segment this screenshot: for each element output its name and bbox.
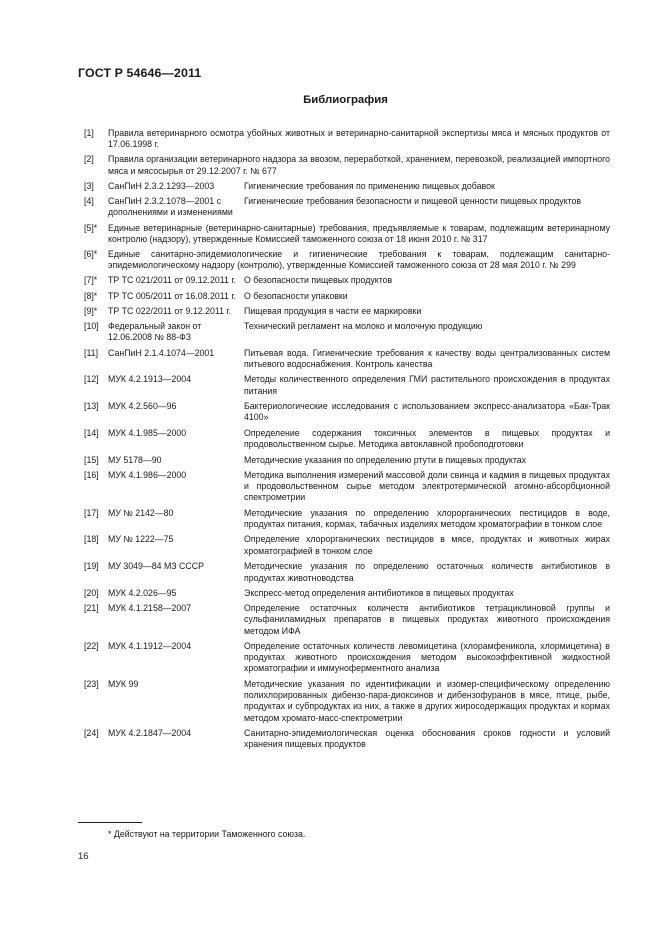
entry-description: Определение хлорорганических пестицидов в мясе, продуктах и животных жирах хроматографией в тонком слое — [244, 534, 610, 556]
bibliography-entry — [84, 196, 610, 219]
bibliography-entry — [84, 401, 610, 424]
entry-document-code: СанПиН 2.3.2.1078—2001 с дополнениями и изменениями — [108, 195, 233, 218]
entry-document-code: МУК 4.2.026—95 — [108, 588, 177, 598]
entry-ref-number: [18] — [84, 534, 99, 545]
entry-document-code: МУК 99 — [108, 678, 139, 689]
bibliography-entry — [84, 181, 610, 192]
entry-text: Единые санитарно-эпидемиологические и гигиенические требования к товарам, подлежащим санитарно-эпидемиологическому надзору (контролю), утвержденные Комиссией таможенного союза от 28 мая 2010 г. № 299 — [108, 249, 610, 271]
bibliography-entry — [84, 275, 610, 286]
entry-description: Санитарно-эпидемиологическая оценка обоснования сроков годности и условий хранения пищевых продуктов — [244, 727, 610, 749]
entry-document-code: МУК 4.1.986—2000 — [108, 469, 187, 480]
entry-document-code: МУ № 1222—75 — [108, 534, 174, 545]
bibliography-entry — [84, 641, 610, 675]
entry-text: Правила организации ветеринарного надзора за ввозом, переработкой, хранением, перевозкой, реализацией импортного мяса и мясосырья от 29.12.2007 г. № 677 — [108, 154, 610, 176]
entry-description: Пищевая продукция в части ее маркировки — [244, 305, 422, 316]
bibliography-entry — [84, 428, 610, 451]
bibliography-entry — [84, 728, 610, 751]
bibliography-title: Библиография — [303, 94, 388, 106]
entry-description: О безопасности пищевых продуктов — [244, 275, 393, 286]
footnote-divider — [78, 822, 142, 823]
entry-description: Гигиенические требования по применению пищевых добавок — [244, 180, 495, 191]
entry-document-code: ТР ТС 022/2011 от 9.12.2011 г. — [108, 305, 232, 316]
entry-ref-number: [11] — [84, 347, 99, 358]
entry-description: Методы количественного определения ГМИ растительного происхождения в продуктах питания — [244, 374, 610, 396]
entry-ref-number: [1] — [84, 128, 94, 138]
entry-description: Методика выполнения измерений массовой доли свинца и кадмия в пищевых продуктах и продовольственном сырье методом электротермической атомно-абсорбционной спектрометрии — [244, 469, 610, 503]
entry-text: Единые ветеринарные (ветеринарно-санитарные) требования, предъявляемые к товарам, подлежащим ветеринарному контролю (надзору), утвержденные Комиссией таможенного союза от 18 июня 2010 г. № 317 — [108, 222, 610, 244]
bibliography-entry — [84, 128, 610, 151]
entry-document-code: ТР ТС 021/2011 от 09.12.2011 г. — [108, 275, 236, 286]
entry-description: Методические указания по определению ртути в пищевых продуктах — [244, 454, 527, 465]
page-number: 16 — [78, 851, 89, 862]
entry-ref-number: [16] — [84, 469, 99, 480]
entry-description: Определение остаточных количеств антибиотиков тетрациклиновой группы и сульфаниламидных препаратов в пищевых продуктах животного происхождения методом ИФА — [244, 603, 610, 636]
entry-ref-number: [20] — [84, 588, 99, 598]
entry-ref-number: [17] — [84, 507, 99, 518]
entry-ref-number: [5]* — [84, 222, 98, 233]
entry-ref-number: [12] — [84, 374, 99, 385]
entry-ref-number: [21] — [84, 603, 99, 614]
entry-document-code: МУК 4.1.1912—2004 — [108, 640, 192, 651]
entry-ref-number: [9]* — [84, 305, 98, 316]
entry-ref-number: [23] — [84, 678, 99, 689]
bibliography-entry — [84, 455, 610, 466]
entry-description: Технический регламент на молоко и молочную продукцию — [244, 320, 483, 331]
bibliography-entry — [84, 223, 610, 246]
entry-description: Методические указания по определению хлорорганических пестицидов в воде, продуктах питания, кормах, табачных изделиях методом хроматографии в тонком слое — [244, 507, 610, 529]
entry-description: Экспресс-метод определения антибиотиков в пищевых продуктах — [244, 588, 514, 598]
bibliography-entry — [84, 508, 610, 531]
bibliography-entry — [84, 470, 610, 504]
entry-description: Методические указания по идентификации и изомер-специфическому определению полихлорированных дибензо-пара-диоксинов и дибензофуранов в мясе, птице, рыбе, продуктах и субпродуктах из них, а также в других жиросодержащих продуктах и кормах методом хромато-масс-спектрометрии — [244, 678, 610, 723]
entry-ref-number: [10] — [84, 320, 99, 331]
standard-header: ГОСТ Р 54646—2011 — [78, 66, 202, 80]
entry-description: О безопасности упаковки — [244, 290, 348, 301]
entry-ref-number: [8]* — [84, 290, 98, 301]
entry-ref-number: [2] — [84, 154, 94, 165]
entry-document-code: МУК 4.2.1847—2004 — [108, 727, 192, 738]
footnote: * Действуют на территории Таможенного союза. — [108, 829, 306, 839]
entry-ref-number: [3] — [84, 180, 94, 191]
entry-ref-number: [4] — [84, 195, 94, 206]
bibliography-entry — [84, 348, 610, 371]
entry-document-code: МУК 4.1.2158—2007 — [108, 603, 192, 614]
entry-ref-number: [22] — [84, 640, 99, 651]
entry-document-code: МУ 3049—84 МЗ СССР — [108, 561, 204, 572]
entry-ref-number: [19] — [84, 561, 99, 572]
entry-document-code: МУК 4.2.560—96 — [108, 401, 177, 412]
bibliography-entry — [84, 291, 610, 302]
entry-ref-number: [6]* — [84, 249, 98, 260]
entry-ref-number: [7]* — [84, 275, 98, 286]
entry-ref-number: [13] — [84, 401, 99, 412]
entry-description: Гигиенические требования безопасности и пищевой ценности пищевых продуктов — [244, 195, 582, 206]
entry-document-code: МУК 4.2.1913—2004 — [108, 374, 192, 385]
bibliography-entry — [84, 588, 610, 599]
bibliography-entry — [84, 561, 610, 584]
entry-description: Бактериологические исследования с использованием экспресс-анализатора «Бак-Трак 4100» — [244, 401, 610, 423]
entry-description: Методические указания по определению остаточных количеств антибиотиков в продуктах животноводства — [244, 561, 610, 583]
entry-description: Питьевая вода. Гигиенические требования к качеству воды централизованных систем питьевого водоснабжения. Контроль качества — [244, 347, 610, 369]
entry-document-code: Федеральный закон от 12.06.2008 № 88-ФЗ — [108, 320, 202, 343]
entry-ref-number: [14] — [84, 427, 99, 438]
bibliography-entry — [84, 154, 610, 177]
entry-document-code: ТР ТС 005/2011 от 16.08.2011 г. — [108, 290, 236, 301]
entry-document-code: МУ 5178—90 — [108, 454, 162, 465]
bibliography-entry — [84, 374, 610, 397]
entry-document-code: СанПиН 2.1.4.1074—2001 — [108, 347, 215, 358]
entry-description: Определение содержания токсичных элементов в пищевых продуктах и продовольственном сырье. Методика автоклавной пробоподготовки — [244, 427, 610, 450]
bibliography-entry — [84, 321, 610, 344]
entry-description: Определение остаточных количеств левомицетина (хлорамфеникола, хлормицетина) в продуктах животного происхождения методом высокоэффективной жидкостной хроматографии и иммуноферментного анализа — [244, 640, 610, 674]
bibliography-entry — [84, 603, 610, 637]
entry-document-code: СанПиН 2.3.2.1293—2003 — [108, 180, 215, 191]
entry-ref-number: [24] — [84, 727, 99, 738]
entry-document-code: МУК 4.1.985—2000 — [108, 427, 187, 438]
bibliography-entry — [84, 249, 610, 272]
entry-text: Правила ветеринарного осмотра убойных животных и ветеринарно-санитарной экспертизы мяса и мясных продуктов от 17.06.1998 г. — [108, 128, 610, 150]
bibliography-list — [84, 128, 610, 754]
entry-document-code: МУ № 2142—80 — [108, 507, 174, 518]
entry-ref-number: [15] — [84, 454, 99, 465]
bibliography-entry — [84, 306, 610, 317]
bibliography-entry — [84, 679, 610, 724]
bibliography-entry — [84, 534, 610, 557]
